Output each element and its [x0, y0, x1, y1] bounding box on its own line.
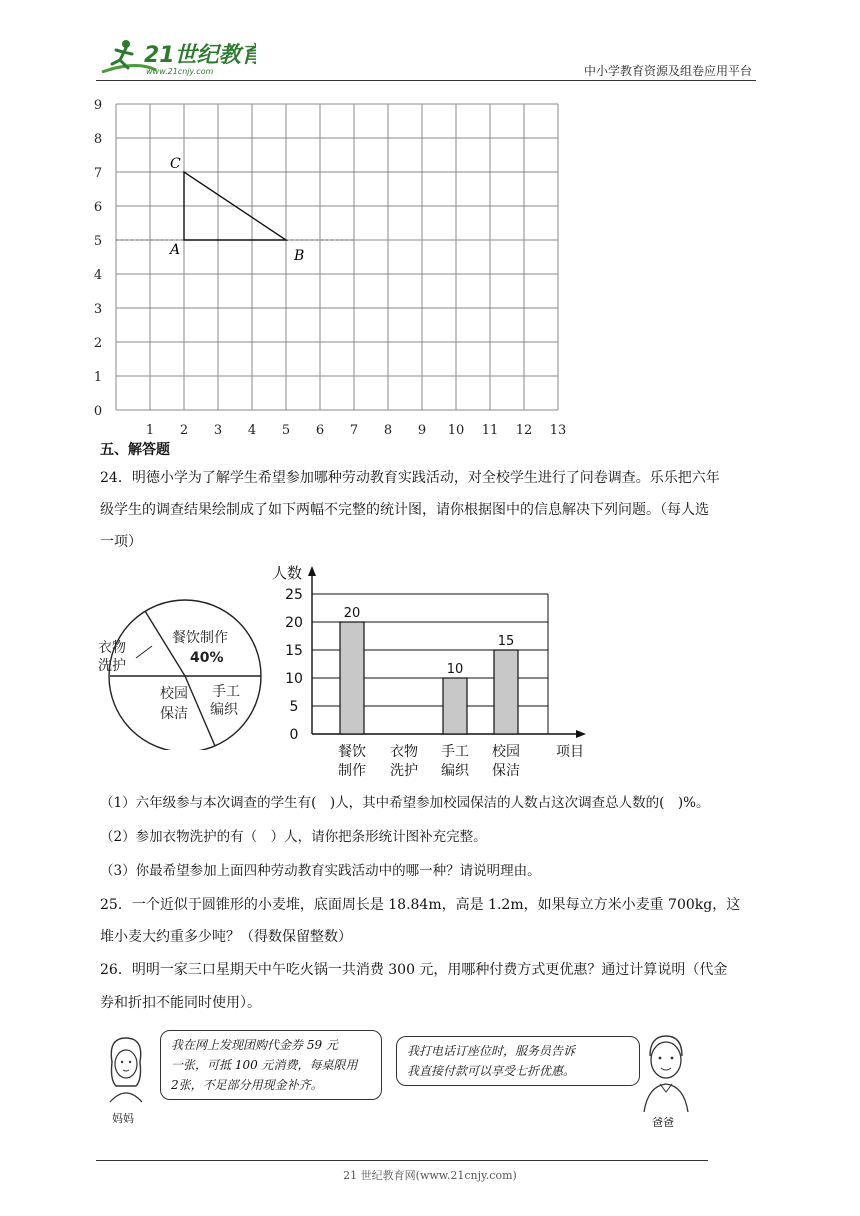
grid-y-tick: 2: [93, 336, 103, 351]
bar-y-tick: 25: [285, 587, 303, 603]
grid-y-tick: 1: [93, 370, 103, 385]
point-label-c: C: [170, 156, 181, 172]
grid-x-tick: 5: [281, 423, 291, 438]
svg-text:21世纪教育: 21世纪教育: [144, 43, 256, 68]
grid-y-tick: 7: [93, 166, 103, 181]
dad-speech-bubble: [396, 1036, 640, 1086]
pie-leader-line: [136, 646, 152, 658]
bar: [494, 650, 518, 734]
bar-category-label: 保洁: [492, 763, 520, 779]
bar-y-tick: 5: [289, 699, 299, 715]
bar-y-tick: 10: [285, 671, 303, 687]
bar-y-label: 人数: [272, 564, 303, 582]
grid-x-tick: 13: [549, 423, 567, 438]
point-label-a: A: [170, 242, 181, 258]
bar-value-label: 15: [497, 634, 515, 649]
svg-text:www.21cnjy.com: www.21cnjy.com: [146, 67, 214, 76]
bar-category-label: 校园: [492, 744, 520, 760]
grid-y-tick: 4: [93, 268, 103, 283]
q24-text-line-1: 24．明德小学为了解学生希望参加哪种劳动教育实践活动，对全校学生进行了问卷调查。乐乐把六年: [100, 470, 720, 486]
mom-bubble-line-3: 2张，不足部分用现金补齐。: [171, 1078, 323, 1092]
grid-x-tick: 9: [417, 423, 427, 438]
grid-x-tick: 11: [481, 423, 499, 438]
pie-label-xiaoyuan-1: 校园: [160, 686, 188, 702]
dad-bubble-line-2: 我直接付款可以享受七折优惠。: [407, 1064, 576, 1078]
grid-x-tick: 12: [515, 423, 533, 438]
q25-text-line-1: 25．一个近似于圆锥形的小麦堆，底面周长是 18.84m，高是 1.2m，如果每立方米小麦重 700kg，这: [100, 897, 741, 913]
platform-name: 中小学教育资源及组卷应用平台: [583, 64, 752, 78]
grid-x-tick: 10: [447, 423, 465, 438]
bar-category-label: 餐饮: [338, 744, 366, 760]
grid-y-tick: 9: [93, 98, 103, 113]
grid-y-tick: 6: [93, 200, 103, 215]
point-label-b: B: [294, 248, 305, 264]
coordinate-grid: [88, 92, 588, 442]
q26-text-line-1: 26．明明一家三口星期天中午吃火锅一共消费 300 元，用哪种付费方式更优惠？通过计算说明（代金: [100, 962, 728, 978]
y-axis-arrow: [308, 566, 316, 576]
grid-y-tick: 3: [93, 302, 103, 317]
grid-y-tick: 8: [93, 132, 103, 147]
grid-x-tick: 6: [315, 423, 325, 438]
bar-value-label: 20: [343, 606, 361, 621]
q24-sub-2: （2）参加衣物洗护的有（ ）人，请你把条形统计图补充完整。: [100, 829, 487, 845]
footer-text: 21 世纪教育网(www.21cnjy.com): [343, 1169, 517, 1182]
bar-category-label: 手工: [441, 744, 469, 760]
footer-divider: [96, 1160, 708, 1161]
q24-text-line-3: 一项）: [100, 534, 142, 550]
bar-category-label: 制作: [338, 763, 366, 779]
bar-category-label: 洗护: [390, 763, 418, 779]
x-axis-arrow: [576, 730, 586, 738]
grid-x-tick: 1: [145, 423, 155, 438]
grid-x-tick: 7: [349, 423, 359, 438]
q26-text-line-2: 券和折扣不能同时使用）。: [100, 995, 261, 1011]
bar-y-tick: 0: [289, 727, 299, 743]
grid-lines: [116, 104, 558, 410]
dad-label: 爸爸: [652, 1116, 674, 1129]
mom-bubble-line-2: 一张，可抵 100 元消费，每桌限用: [171, 1058, 358, 1072]
grid-x-tick: 4: [247, 423, 257, 438]
site-logo: [96, 34, 256, 78]
q24-sub-1: （1）六年级参与本次调查的学生有( )人，其中希望参加校园保洁的人数占这次调查总人数的( )%。: [100, 795, 710, 811]
pie-label-shougong-1: 手工: [212, 684, 240, 700]
bar-y-tick: 20: [285, 615, 303, 631]
bar-y-tick: 15: [285, 643, 303, 659]
bar-category-label: 衣物: [390, 744, 418, 760]
bar-category-label: 编织: [441, 763, 469, 779]
grid-y-tick: 5: [93, 234, 103, 249]
grid-tick-labels: [94, 98, 566, 438]
pie-chart: [96, 580, 266, 750]
bar: [340, 622, 364, 734]
section-title: 五、解答题: [100, 442, 170, 458]
grid-x-tick: 2: [179, 423, 189, 438]
q24-sub-3: （3）你最希望参加上面四种劳动教育实践活动中的哪一种？请说明理由。: [100, 863, 541, 879]
pie-label-canyin-pct: 40%: [190, 650, 224, 666]
bar-value-label: 10: [446, 662, 464, 677]
bar-x-label: 项目: [556, 744, 584, 760]
pie-label-xiaoyuan-2: 保洁: [160, 706, 188, 722]
q24-text-line-2: 级学生的调查结果绘制成了如下两幅不完整的统计图，请你根据图中的信息解决下列问题。（每人选: [100, 502, 709, 518]
mom-bubble-line-1: 我在网上发现团购代金券 59 元: [171, 1038, 338, 1052]
mom-label: 妈妈: [112, 1112, 134, 1125]
header-divider: [96, 80, 756, 81]
grid-x-tick: 8: [383, 423, 393, 438]
pie-label-canyin: 餐饮制作: [172, 630, 228, 646]
pie-label-yiwu-2: 洗护: [98, 658, 126, 674]
mom-speech-bubble: [160, 1030, 382, 1100]
dad-illustration: [636, 1032, 696, 1116]
grid-x-tick: 3: [213, 423, 223, 438]
dad-bubble-line-1: 我打电话订座位时，服务员告诉: [407, 1044, 576, 1058]
q25-text-line-2: 堆小麦大约重多少吨？（得数保留整数）: [100, 929, 352, 945]
mom-illustration: [98, 1032, 154, 1122]
bar-chart: [268, 560, 598, 785]
bar: [443, 678, 467, 734]
pie-label-shougong-2: 编织: [210, 702, 238, 718]
pie-label-yiwu-1: 衣物: [98, 640, 126, 656]
grid-y-tick: 0: [93, 404, 103, 419]
